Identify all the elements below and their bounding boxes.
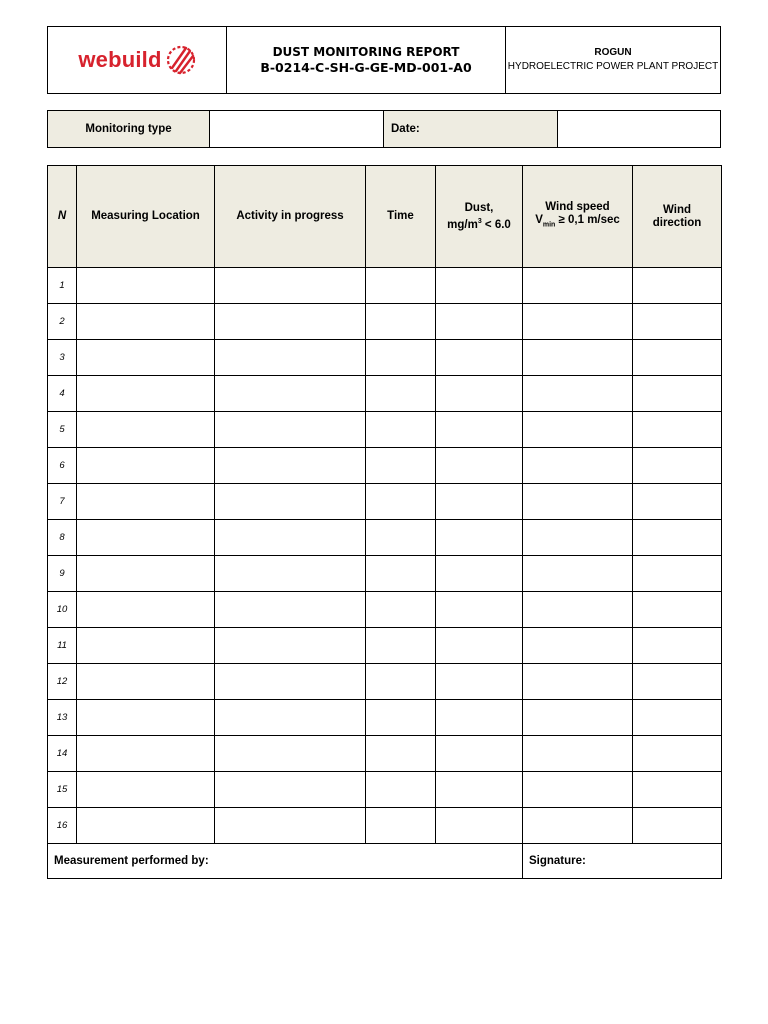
dust-cell[interactable] xyxy=(436,448,523,484)
activity-cell[interactable] xyxy=(215,484,366,520)
wind-speed-cell[interactable] xyxy=(523,520,633,556)
table-row xyxy=(48,736,722,772)
location-cell[interactable] xyxy=(77,484,215,520)
activity-cell[interactable] xyxy=(215,664,366,700)
header-activity: Activity in progress xyxy=(215,166,366,268)
table-row xyxy=(48,484,722,520)
wind-speed-cell[interactable] xyxy=(523,772,633,808)
wind-speed-cell[interactable] xyxy=(523,808,633,844)
header-wind-speed-line1: Wind speed xyxy=(545,201,610,214)
wind-speed-cell[interactable] xyxy=(523,592,633,628)
date-label: Date: xyxy=(384,111,558,148)
table-row xyxy=(48,412,722,448)
dust-cell[interactable] xyxy=(436,628,523,664)
location-cell[interactable] xyxy=(77,448,215,484)
project-name: ROGUN xyxy=(594,47,632,58)
time-cell[interactable] xyxy=(366,664,436,700)
time-cell[interactable] xyxy=(366,340,436,376)
activity-cell[interactable] xyxy=(215,736,366,772)
signature-label: Signature: xyxy=(523,844,722,879)
wind-direction-cell[interactable] xyxy=(633,664,722,700)
wind-speed-cell[interactable] xyxy=(523,340,633,376)
wind-direction-cell[interactable] xyxy=(633,592,722,628)
row-number: 7 xyxy=(48,484,77,520)
wind-direction-cell[interactable] xyxy=(633,700,722,736)
header-wind-speed-limit: ≥ 0,1 m/sec xyxy=(555,214,620,227)
wind-speed-cell[interactable] xyxy=(523,556,633,592)
wind-direction-cell[interactable] xyxy=(633,520,722,556)
logo-text: webuild xyxy=(78,47,162,72)
footer-row xyxy=(48,844,722,879)
webuild-stripes-icon xyxy=(166,44,196,76)
location-cell[interactable] xyxy=(77,664,215,700)
row-number: 13 xyxy=(48,700,77,736)
time-cell[interactable] xyxy=(366,700,436,736)
measurement-table xyxy=(47,165,722,879)
header-n: N xyxy=(48,166,77,268)
location-cell[interactable] xyxy=(77,268,215,304)
wind-speed-cell[interactable] xyxy=(523,664,633,700)
dust-cell[interactable] xyxy=(436,592,523,628)
dust-cell[interactable] xyxy=(436,376,523,412)
table-row xyxy=(48,700,722,736)
wind-speed-cell[interactable] xyxy=(523,268,633,304)
wind-direction-cell[interactable] xyxy=(633,736,722,772)
activity-cell[interactable] xyxy=(215,592,366,628)
row-number: 2 xyxy=(48,304,77,340)
header-location: Measuring Location xyxy=(77,166,215,268)
activity-cell[interactable] xyxy=(215,700,366,736)
header-dust-unit: mg/m xyxy=(447,218,478,231)
time-cell[interactable] xyxy=(366,484,436,520)
time-cell[interactable] xyxy=(366,808,436,844)
time-cell[interactable] xyxy=(366,268,436,304)
location-cell[interactable] xyxy=(77,520,215,556)
header-time: Time xyxy=(366,166,436,268)
wind-direction-cell[interactable] xyxy=(633,556,722,592)
row-number: 4 xyxy=(48,376,77,412)
dust-cell[interactable] xyxy=(436,772,523,808)
header-dust-line1: Dust, xyxy=(464,201,494,214)
activity-cell[interactable] xyxy=(215,772,366,808)
time-cell[interactable] xyxy=(366,592,436,628)
header-dust-sup: 3 xyxy=(477,217,482,225)
row-number: 14 xyxy=(48,736,77,772)
dust-cell[interactable] xyxy=(436,304,523,340)
wind-direction-cell[interactable] xyxy=(633,808,722,844)
activity-cell[interactable] xyxy=(215,412,366,448)
wind-speed-cell[interactable] xyxy=(523,376,633,412)
table-row xyxy=(48,268,722,304)
dust-cell[interactable] xyxy=(436,268,523,304)
dust-cell[interactable] xyxy=(436,340,523,376)
row-number: 3 xyxy=(48,340,77,376)
dust-cell[interactable] xyxy=(436,808,523,844)
location-cell[interactable] xyxy=(77,772,215,808)
wind-direction-cell[interactable] xyxy=(633,772,722,808)
dust-cell[interactable] xyxy=(436,556,523,592)
time-cell[interactable] xyxy=(366,412,436,448)
location-cell[interactable] xyxy=(77,376,215,412)
time-cell[interactable] xyxy=(366,736,436,772)
report-title: DUST MONITORING REPORT xyxy=(272,45,460,59)
table-row xyxy=(48,376,722,412)
activity-cell[interactable] xyxy=(215,448,366,484)
table-row xyxy=(48,520,722,556)
activity-cell[interactable] xyxy=(215,304,366,340)
time-cell[interactable] xyxy=(366,376,436,412)
time-cell[interactable] xyxy=(366,520,436,556)
wind-direction-cell[interactable] xyxy=(633,268,722,304)
time-cell[interactable] xyxy=(366,772,436,808)
row-number: 10 xyxy=(48,592,77,628)
wind-speed-cell[interactable] xyxy=(523,700,633,736)
activity-cell[interactable] xyxy=(215,268,366,304)
table-row xyxy=(48,304,722,340)
monitoring-type-field[interactable] xyxy=(210,111,384,148)
table-header-row xyxy=(48,166,722,268)
logo-cell xyxy=(48,27,227,94)
performed-by-label: Measurement performed by: xyxy=(48,844,523,879)
activity-cell[interactable] xyxy=(215,520,366,556)
location-cell[interactable] xyxy=(77,628,215,664)
dust-cell[interactable] xyxy=(436,520,523,556)
project-description: HYDROELECTRIC POWER PLANT PROJECT xyxy=(507,61,719,72)
wind-direction-cell[interactable] xyxy=(633,628,722,664)
row-number: 8 xyxy=(48,520,77,556)
row-number: 9 xyxy=(48,556,77,592)
time-cell[interactable] xyxy=(366,448,436,484)
wind-direction-cell[interactable] xyxy=(633,376,722,412)
row-number: 1 xyxy=(48,268,77,304)
wind-direction-cell[interactable] xyxy=(633,412,722,448)
row-number: 5 xyxy=(48,412,77,448)
location-cell[interactable] xyxy=(77,304,215,340)
header-wind-dir-line2: direction xyxy=(652,216,702,229)
activity-cell[interactable] xyxy=(215,808,366,844)
location-cell[interactable] xyxy=(77,412,215,448)
wind-speed-cell[interactable] xyxy=(523,448,633,484)
activity-cell[interactable] xyxy=(215,340,366,376)
location-cell[interactable] xyxy=(77,808,215,844)
header-wind-direction xyxy=(633,166,722,268)
table-row xyxy=(48,664,722,700)
project-cell xyxy=(506,27,721,94)
location-cell[interactable] xyxy=(77,592,215,628)
table-row xyxy=(48,340,722,376)
row-number: 16 xyxy=(48,808,77,844)
dust-cell[interactable] xyxy=(436,484,523,520)
header-wind-speed-v: V xyxy=(535,214,543,227)
table-row xyxy=(48,628,722,664)
wind-speed-cell[interactable] xyxy=(523,412,633,448)
wind-speed-cell[interactable] xyxy=(523,304,633,340)
report-code: B-0214-C-SH-G-GE-MD-001-A0 xyxy=(260,60,472,75)
time-cell[interactable] xyxy=(366,304,436,340)
wind-speed-cell[interactable] xyxy=(523,628,633,664)
time-cell[interactable] xyxy=(366,628,436,664)
table-row xyxy=(48,448,722,484)
wind-direction-cell[interactable] xyxy=(633,448,722,484)
row-number: 12 xyxy=(48,664,77,700)
table-row xyxy=(48,592,722,628)
wind-direction-cell[interactable] xyxy=(633,304,722,340)
location-cell[interactable] xyxy=(77,700,215,736)
row-number: 6 xyxy=(48,448,77,484)
date-field[interactable] xyxy=(558,111,721,148)
title-cell xyxy=(227,27,506,94)
row-number: 15 xyxy=(48,772,77,808)
dust-cell[interactable] xyxy=(436,412,523,448)
header-wind-speed xyxy=(523,166,633,268)
location-cell[interactable] xyxy=(77,736,215,772)
row-number: 11 xyxy=(48,628,77,664)
wind-speed-cell[interactable] xyxy=(523,484,633,520)
activity-cell[interactable] xyxy=(215,376,366,412)
header-dust xyxy=(436,166,523,268)
dust-cell[interactable] xyxy=(436,700,523,736)
header-wind-speed-sub: min xyxy=(542,221,556,229)
header-dust-limit: < 6.0 xyxy=(481,218,511,231)
wind-speed-cell[interactable] xyxy=(523,736,633,772)
webuild-logo xyxy=(78,44,195,76)
activity-cell[interactable] xyxy=(215,556,366,592)
table-row xyxy=(48,808,722,844)
table-body xyxy=(48,268,722,844)
wind-direction-cell[interactable] xyxy=(633,340,722,376)
location-cell[interactable] xyxy=(77,556,215,592)
wind-direction-cell[interactable] xyxy=(633,484,722,520)
monitoring-type-label: Monitoring type xyxy=(48,111,210,148)
header-wind-dir-line1: Wind xyxy=(663,203,691,216)
table-row xyxy=(48,556,722,592)
report-header xyxy=(47,26,721,94)
activity-cell[interactable] xyxy=(215,628,366,664)
monitoring-info-row xyxy=(47,110,721,148)
location-cell[interactable] xyxy=(77,340,215,376)
dust-cell[interactable] xyxy=(436,664,523,700)
time-cell[interactable] xyxy=(366,556,436,592)
dust-cell[interactable] xyxy=(436,736,523,772)
table-row xyxy=(48,772,722,808)
